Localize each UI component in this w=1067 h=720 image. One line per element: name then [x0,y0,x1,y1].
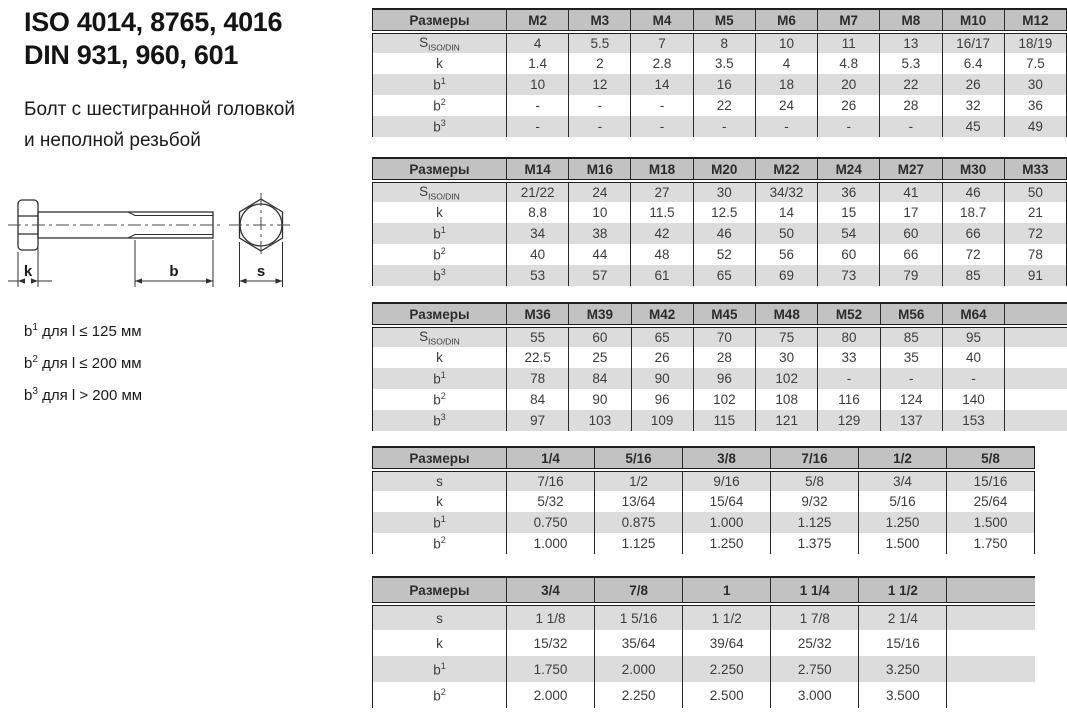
value-cell: 66 [880,244,942,265]
column-header-size: 1 [683,577,771,604]
value-cell: 41 [880,181,942,202]
value-cell: 115 [693,410,755,431]
value-cell: 3.5 [693,53,755,74]
value-cell: 53 [507,265,569,286]
table-row [373,533,1035,554]
dim-table-metric-m2-m12 [372,8,1067,137]
bolt-side-view [8,200,224,250]
column-header-size: M22 [755,158,817,181]
table-row [373,410,1067,431]
value-cell: 46 [942,181,1004,202]
dim-table-inch-3-4-to-1-1-2 [372,576,1035,708]
value-cell: 1.125 [771,512,859,533]
column-header-size: M33 [1004,158,1066,181]
value-cell: 1/2 [595,470,683,491]
value-cell: 2 [569,53,631,74]
row-label-s: s [436,610,443,626]
value-cell: 11 [818,32,880,53]
value-cell: 3.000 [771,682,859,708]
value-cell: 55 [507,326,569,347]
value-cell: 90 [569,389,631,410]
column-header-size: M7 [818,9,880,32]
column-header-sizes: Размеры [373,577,507,604]
value-cell: 73 [818,265,880,286]
column-header-size: 7/16 [771,447,859,470]
value-cell: 22.5 [507,347,569,368]
value-cell: 109 [631,410,693,431]
row-label-b2: $b^2$ [433,391,446,408]
thread-length-notes [24,314,142,410]
value-cell: 0.875 [595,512,683,533]
value-cell: 91 [1004,265,1066,286]
value-cell: - [818,368,880,389]
value-cell: 108 [756,389,818,410]
empty-cell [1005,410,1067,431]
value-cell: 1 1/8 [507,604,595,630]
row-label-k: k [436,635,443,651]
value-cell: - [693,116,755,137]
value-cell: 2.8 [631,53,693,74]
value-cell: 35 [880,347,942,368]
empty-cell [947,682,1035,708]
value-cell: 28 [693,347,755,368]
value-cell: 2.250 [683,656,771,682]
table-row [373,95,1067,116]
value-cell: 48 [631,244,693,265]
table-row [373,656,1036,682]
row-label-S: $S_{ISO/DIN}$ [419,183,460,202]
value-cell: - [507,116,569,137]
value-cell: 18.7 [942,202,1004,223]
value-cell: 102 [756,368,818,389]
value-cell: 34/32 [755,181,817,202]
column-header-size: M27 [880,158,942,181]
value-cell: 25 [569,347,631,368]
value-cell: 61 [631,265,693,286]
value-cell: - [880,368,942,389]
value-cell: 15/16 [859,630,947,656]
empty-cell [947,604,1035,630]
value-cell: 17 [880,202,942,223]
value-cell: - [507,95,569,116]
value-cell: 2.000 [507,682,595,708]
value-cell: 5/32 [507,491,595,512]
dimension-k-label: k [23,263,33,280]
value-cell: 2.500 [683,682,771,708]
column-header-size: 1/4 [507,447,595,470]
row-label-b1: $b^1$ [433,225,446,242]
value-cell: 1.125 [595,533,683,554]
table-row [373,265,1067,286]
empty-cell [947,630,1035,656]
column-header-size: 3/8 [683,447,771,470]
value-cell: 44 [569,244,631,265]
page-subtitle [24,94,295,156]
table-row [373,347,1067,368]
table-row [373,223,1067,244]
value-cell: - [880,116,942,137]
value-cell: 15/16 [947,470,1035,491]
value-cell: 2.000 [595,656,683,682]
table-row [373,181,1067,202]
column-header-size: M52 [818,303,880,326]
value-cell: 66 [942,223,1004,244]
subtitle-line-2: и неполной резьбой [24,130,201,151]
empty-cell [1005,347,1067,368]
value-cell: 25/32 [771,630,859,656]
value-cell: 12.5 [693,202,755,223]
value-cell: 103 [569,410,631,431]
value-cell: 1 1/2 [683,604,771,630]
value-cell: 15 [818,202,880,223]
table-row [373,326,1067,347]
value-cell: 9/16 [683,470,771,491]
value-cell: 42 [631,223,693,244]
value-cell: - [631,116,693,137]
value-cell: - [818,116,880,137]
bolt-end-view [229,193,293,257]
value-cell: 10 [569,202,631,223]
value-cell: 1 5/16 [595,604,683,630]
value-cell: 22 [880,74,942,95]
value-cell: 65 [631,326,693,347]
value-cell: 18 [755,74,817,95]
value-cell: 52 [693,244,755,265]
column-header-sizes: Размеры [373,447,507,470]
value-cell: 10 [755,32,817,53]
column-header-size: 5/16 [595,447,683,470]
table-row [373,53,1067,74]
value-cell: 24 [569,181,631,202]
page-title [24,6,282,72]
value-cell: 97 [507,410,569,431]
column-header-size: M64 [942,303,1004,326]
value-cell: 16/17 [942,32,1004,53]
value-cell: 56 [755,244,817,265]
row-label-b1: $b^1$ [433,76,446,93]
value-cell: - [569,95,631,116]
value-cell: 1.750 [507,656,595,682]
value-cell: 5/16 [859,491,947,512]
value-cell: 1.000 [683,512,771,533]
value-cell: 27 [631,181,693,202]
value-cell: 90 [631,368,693,389]
column-header-size: M3 [569,9,631,32]
empty-cell [1005,326,1067,347]
dimension-b [135,240,213,287]
value-cell: 8.8 [507,202,569,223]
value-cell: 30 [693,181,755,202]
dim-table-metric-m14-m33 [372,157,1067,286]
dim-table-inch-quarter-to-5-8 [372,446,1035,554]
row-label-b2: $b^2$ [433,535,446,552]
value-cell: 121 [756,410,818,431]
column-header-size: 3/4 [507,577,595,604]
value-cell: 36 [818,181,880,202]
value-cell: 7 [631,32,693,53]
value-cell: 1 7/8 [771,604,859,630]
value-cell: 11.5 [631,202,693,223]
value-cell: 85 [880,326,942,347]
value-cell: 95 [942,326,1004,347]
value-cell: 5/8 [771,470,859,491]
column-header-size: 1 1/4 [771,577,859,604]
table-row [373,512,1035,533]
value-cell: 69 [755,265,817,286]
value-cell: 124 [880,389,942,410]
value-cell: 6.4 [942,53,1004,74]
column-header-empty [947,577,1035,604]
value-cell: 116 [818,389,880,410]
value-cell: 34 [507,223,569,244]
column-header-size: M5 [693,9,755,32]
row-label-k: k [436,494,443,509]
value-cell: 1.250 [859,512,947,533]
table-row [373,32,1067,53]
column-header-size: M56 [880,303,942,326]
column-header-size: 1 1/2 [859,577,947,604]
value-cell: - [569,116,631,137]
value-cell: 14 [631,74,693,95]
note-b2: $b^2$ для l ≤ 200 мм [24,354,142,372]
value-cell: 45 [942,116,1004,137]
value-cell: 13 [880,32,942,53]
value-cell: 7/16 [507,470,595,491]
value-cell: 79 [880,265,942,286]
value-cell: 25/64 [947,491,1035,512]
value-cell: 40 [942,347,1004,368]
value-cell: 5.5 [569,32,631,53]
column-header-size: M6 [755,9,817,32]
value-cell: 40 [507,244,569,265]
column-header-size: M4 [631,9,693,32]
value-cell: 84 [507,389,569,410]
row-label-S: $S_{ISO/DIN}$ [419,34,460,53]
value-cell: 102 [693,389,755,410]
value-cell: 78 [507,368,569,389]
value-cell: 26 [631,347,693,368]
value-cell: 2 1/4 [859,604,947,630]
value-cell: 9/32 [771,491,859,512]
value-cell: 4 [507,32,569,53]
value-cell: 35/64 [595,630,683,656]
value-cell: 15/64 [683,491,771,512]
value-cell: 30 [756,347,818,368]
value-cell: 0.750 [507,512,595,533]
value-cell: 4.8 [818,53,880,74]
column-header-size: M24 [818,158,880,181]
value-cell: 3.250 [859,656,947,682]
title-iso-line: ISO 4014, 8765, 4016 [24,7,283,37]
value-cell: 75 [756,326,818,347]
value-cell: 28 [880,95,942,116]
value-cell: 1.500 [859,533,947,554]
row-label-s: s [436,474,443,489]
column-header-size: 7/8 [595,577,683,604]
row-label-b2: $b^2$ [433,97,446,114]
value-cell: 129 [818,410,880,431]
column-header-size: M39 [569,303,631,326]
value-cell: 38 [569,223,631,244]
column-header-size: M12 [1004,9,1066,32]
value-cell: 84 [569,368,631,389]
value-cell: 70 [693,326,755,347]
column-header-sizes: Размеры [373,303,507,326]
value-cell: 60 [880,223,942,244]
table-row [373,202,1067,223]
column-header-size: 1/2 [859,447,947,470]
value-cell: 12 [569,74,631,95]
column-header-sizes: Размеры [373,158,507,181]
row-label-k: k [436,205,443,220]
row-label-b3: $b^3$ [433,267,446,284]
value-cell: 10 [507,74,569,95]
value-cell: 1.250 [683,533,771,554]
value-cell: 22 [693,95,755,116]
note-b1: $b^1$ для l ≤ 125 мм [24,322,142,340]
row-label-k: k [436,350,443,365]
title-din-line: DIN 931, 960, 601 [24,40,239,70]
column-header-empty [1005,303,1067,326]
column-header-size: M48 [756,303,818,326]
table-row [373,389,1067,410]
column-header-size: M14 [507,158,569,181]
value-cell: 26 [942,74,1004,95]
table-row [373,116,1067,137]
value-cell: 26 [818,95,880,116]
value-cell: 30 [1004,74,1066,95]
dimension-tables-panel [372,0,1067,720]
column-header-size: M45 [693,303,755,326]
value-cell: 18/19 [1004,32,1066,53]
table-row [373,491,1035,512]
column-header-size: M30 [942,158,1004,181]
value-cell: 1.500 [947,512,1035,533]
row-label-b1: $b^1$ [433,370,446,387]
value-cell: 80 [818,326,880,347]
value-cell: 96 [693,368,755,389]
value-cell: 32 [942,95,1004,116]
value-cell: 46 [693,223,755,244]
table-row [373,682,1036,708]
table-row [373,368,1067,389]
table-row [373,630,1036,656]
table-row [373,74,1067,95]
value-cell: 1.375 [771,533,859,554]
column-header-size: M18 [631,158,693,181]
value-cell: 20 [818,74,880,95]
value-cell: 50 [755,223,817,244]
value-cell: 1.000 [507,533,595,554]
empty-cell [1005,368,1067,389]
value-cell: 16 [693,74,755,95]
column-header-size: M8 [880,9,942,32]
table-row [373,244,1067,265]
column-header-size: M20 [693,158,755,181]
subtitle-line-1: Болт с шестигранной головкой [24,99,295,120]
dimension-k [8,242,52,287]
value-cell: 72 [1004,223,1066,244]
value-cell: 57 [569,265,631,286]
value-cell: 3.500 [859,682,947,708]
value-cell: 140 [942,389,1004,410]
value-cell: 78 [1004,244,1066,265]
value-cell: 153 [942,410,1004,431]
value-cell: 49 [1004,116,1066,137]
row-label-b1: $b^1$ [433,514,446,531]
value-cell: 4 [755,53,817,74]
value-cell: 85 [942,265,1004,286]
value-cell: 39/64 [683,630,771,656]
value-cell: 50 [1004,181,1066,202]
value-cell: 33 [818,347,880,368]
column-header-size: 5/8 [947,447,1035,470]
value-cell: 36 [1004,95,1066,116]
column-header-size: M2 [507,9,569,32]
column-header-sizes: Размеры [373,9,507,32]
note-b3: $b^3$ для l > 200 мм [24,386,143,404]
value-cell: - [631,95,693,116]
column-header-size: M42 [631,303,693,326]
column-header-size: M16 [569,158,631,181]
value-cell: 2.750 [771,656,859,682]
value-cell: 5.3 [880,53,942,74]
value-cell: - [942,368,1004,389]
value-cell: 1.750 [947,533,1035,554]
value-cell: 60 [569,326,631,347]
empty-cell [1005,389,1067,410]
value-cell: 72 [942,244,1004,265]
value-cell: 60 [818,244,880,265]
value-cell: 3/4 [859,470,947,491]
empty-cell [947,656,1035,682]
value-cell: 1.4 [507,53,569,74]
value-cell: 8 [693,32,755,53]
value-cell: 15/32 [507,630,595,656]
row-label-b3: $b^3$ [433,118,446,135]
row-label-S: $S_{ISO/DIN}$ [419,328,460,347]
column-header-size: M36 [507,303,569,326]
value-cell: 54 [818,223,880,244]
dim-table-metric-m36-m64 [372,302,1067,431]
row-label-b2: $b^2$ [433,246,446,263]
value-cell: - [755,116,817,137]
value-cell: 7.5 [1004,53,1066,74]
value-cell: 137 [880,410,942,431]
value-cell: 65 [693,265,755,286]
value-cell: 2.250 [595,682,683,708]
column-header-size: M10 [942,9,1004,32]
value-cell: 21 [1004,202,1066,223]
value-cell: 14 [755,202,817,223]
table-row [373,604,1036,630]
table-row [373,470,1035,491]
row-label-b3: $b^3$ [433,412,446,429]
value-cell: 21/22 [507,181,569,202]
row-label-b2: $b^2$ [433,686,446,704]
value-cell: 96 [631,389,693,410]
row-label-b1: $b^1$ [433,660,446,678]
row-label-k: k [436,56,443,71]
value-cell: 13/64 [595,491,683,512]
dimension-s-label: s [256,263,266,280]
value-cell: 24 [755,95,817,116]
dimension-b-label: b [169,263,179,280]
bolt-technical-drawing [8,186,308,306]
